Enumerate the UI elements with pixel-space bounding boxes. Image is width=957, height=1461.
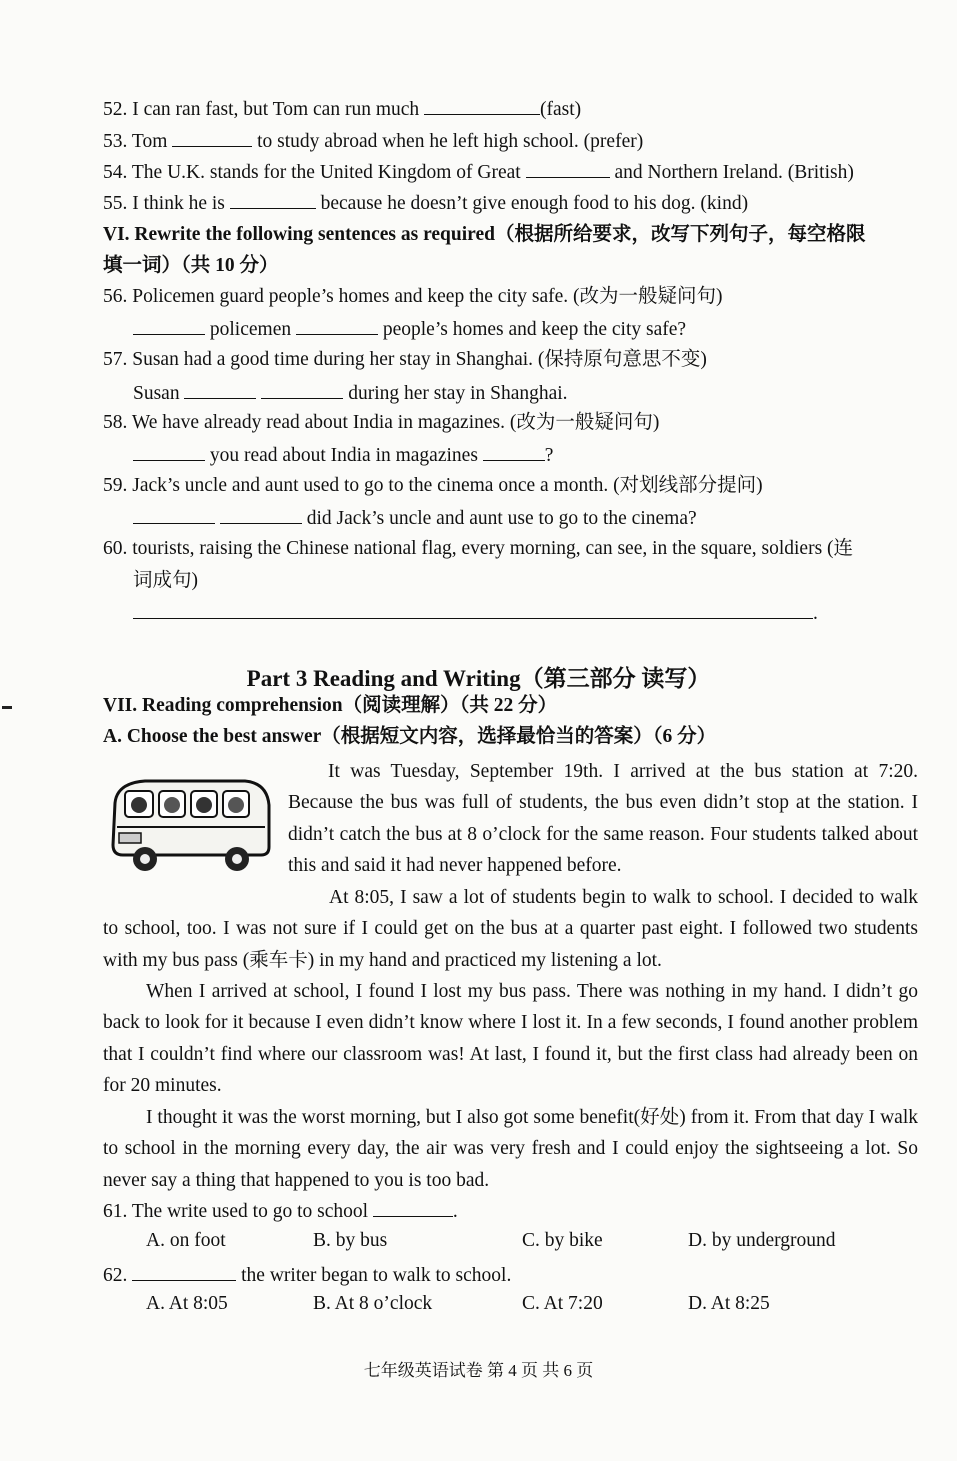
section-6-heading-cont: 填一词）（共 10 分） (103, 255, 279, 276)
q60-blank[interactable] (133, 600, 813, 619)
q56-mid: policemen (205, 319, 296, 340)
q61-option-d[interactable]: D. by underground (688, 1230, 836, 1251)
q57-blank-2[interactable] (261, 380, 343, 399)
q62-option-a[interactable]: A. At 8:05 (146, 1293, 228, 1314)
question-60: 60. tourists, raising the Chinese national flag, every morning, can see, in the square, soldiers (连 (103, 538, 854, 559)
question-56: 56. Policemen guard people’s homes and keep the city safe. (改为一般疑问句) (103, 286, 723, 307)
q58-mid: you read about India in magazines (205, 445, 483, 466)
q56-post: people’s homes and keep the city safe? (377, 319, 687, 340)
q53-text: 53. Tom (103, 131, 173, 152)
section-7-heading: VII. Reading comprehension（阅读理解）（共 22 分） (103, 695, 558, 716)
q59-blank-2[interactable] (220, 505, 302, 524)
q62-option-d[interactable]: D. At 8:25 (688, 1293, 770, 1314)
q62-option-c[interactable]: C. At 7:20 (522, 1293, 603, 1314)
q61-option-a[interactable]: A. on foot (146, 1230, 226, 1251)
q52-blank[interactable] (424, 96, 540, 115)
answer-56 (133, 316, 686, 342)
q60-end: . (813, 603, 818, 624)
q58-blank-1[interactable] (133, 442, 205, 461)
q57-pre: Susan (133, 383, 185, 404)
q52-hint: (fast) (540, 99, 582, 120)
question-55 (103, 190, 748, 216)
passage-paragraph-2: At 8:05, I saw a lot of students begin to walk to school. I decided to walk to school, too. I was not sure if I could get on the bus at a quarter past eight. I followed two students with my bus pass (乘车卡) in my hand and practiced my listening a lot. (103, 887, 918, 971)
passage-paragraph-3: When I arrived at school, I found I lost my bus pass. There was nothing in my hand. I didn’t go back to look for it because I even didn’t know where I lost it. In a few seconds, I found another problem that I couldn’t find where our classroom was! At last, I found it, but the first class had already been on for 20 minutes. (103, 981, 918, 1096)
question-58: 58. We have already read about India in magazines. (改为一般疑问句) (103, 412, 660, 433)
q57-post: during her stay in Shanghai. (343, 383, 568, 404)
passage-paragraph-4: I thought it was the worst morning, but I also got some benefit(好处) from it. From that day I walk to school in the morning every day, the air was very fresh and I could enjoy the sightseeing a lot. So never say a thing that happened to you is too bad. (103, 1107, 918, 1191)
q53-hint: to study abroad when he left high school. (prefer) (252, 131, 644, 152)
page-footer: 七年级英语试卷 第 4 页 共 6 页 (363, 1361, 594, 1380)
q57-blank-1[interactable] (184, 380, 256, 399)
q53-blank[interactable] (172, 128, 252, 147)
question-57: 57. Susan had a good time during her stay in Shanghai. (保持原句意思不变) (103, 349, 707, 370)
school-bus-illustration-icon (105, 775, 273, 875)
answer-60 (133, 600, 818, 626)
q54-hint: and Northern Ireland. (British) (609, 162, 854, 183)
q62-pre: 62. (103, 1265, 133, 1286)
q55-blank[interactable] (230, 190, 316, 209)
part-3-title: Part 3 Reading and Writing（第三部分 读写） (246, 666, 711, 691)
q56-blank-1[interactable] (133, 316, 205, 335)
question-61 (103, 1198, 458, 1224)
q56-blank-2[interactable] (296, 316, 378, 335)
question-60-cont: 词成句) (133, 570, 198, 591)
question-54 (103, 159, 854, 185)
q59-post: did Jack’s uncle and aunt use to go to the cinema? (301, 508, 697, 529)
q55-text: 55. I think he is (103, 193, 230, 214)
question-62 (103, 1262, 511, 1288)
q54-blank[interactable] (526, 159, 610, 178)
q59-blank-1[interactable] (133, 505, 215, 524)
scan-edge-mark (2, 706, 12, 709)
q62-post: the writer began to walk to school. (236, 1265, 512, 1286)
q58-blank-2[interactable] (483, 442, 545, 461)
q61-text: 61. The write used to go to school (103, 1201, 373, 1222)
q54-text: 54. The U.K. stands for the United Kingdom of Great (103, 162, 526, 183)
q62-option-b[interactable]: B. At 8 o’clock (313, 1293, 433, 1314)
q61-end: . (452, 1201, 458, 1222)
q58-post: ? (544, 445, 554, 466)
q61-option-b[interactable]: B. by bus (313, 1230, 388, 1251)
answer-57 (133, 380, 568, 406)
q55-hint: because he doesn’t give enough food to his dog. (kind) (315, 193, 749, 214)
answer-58 (133, 442, 553, 468)
question-53 (103, 128, 643, 154)
question-52 (103, 96, 581, 122)
answer-59 (133, 505, 697, 531)
q62-blank[interactable] (132, 1262, 236, 1281)
section-7a-heading: A. Choose the best answer（根据短文内容，选择最恰当的答案）（6 分） (103, 726, 717, 747)
q61-blank[interactable] (373, 1198, 453, 1217)
passage-paragraph-1: It was Tuesday, September 19th. I arrived at the bus station at 7:20. Because the bus was full of students, the bus even didn’t stop at the station. I didn’t catch the bus at 8 o’clock for the same reason. Four students talked about this and said it had never happened before. (288, 761, 918, 876)
section-6-heading: VI. Rewrite the following sentences as required（根据所给要求，改写下列句子，每空格限 (103, 224, 866, 245)
q61-option-c[interactable]: C. by bike (522, 1230, 603, 1251)
question-59: 59. Jack’s uncle and aunt used to go to the cinema once a month. (对划线部分提问) (103, 475, 763, 496)
q52-text: 52. I can ran fast, but Tom can run much (103, 99, 425, 120)
